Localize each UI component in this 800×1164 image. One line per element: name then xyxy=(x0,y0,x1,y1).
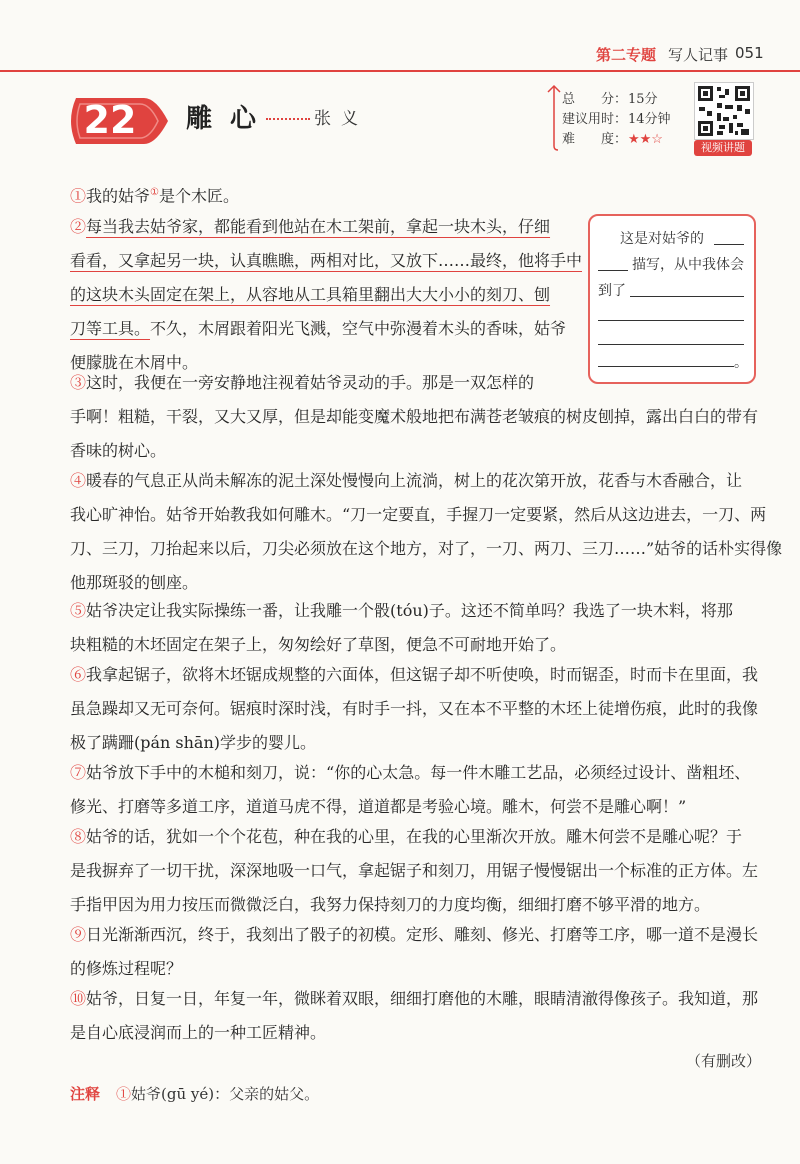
note-line-1: 这是对姑爷的 xyxy=(620,231,704,247)
paragraph-text: 的修炼过程呢？ xyxy=(70,959,183,978)
paragraph-text: 我拿起锯子，欲将木坯锯成规整的六面体，但这锯子却不听使唤，时而锯歪，时而卡在里面，我 xyxy=(86,665,759,684)
section-label: 第二专题 xyxy=(596,46,657,64)
paragraph-text: 虽急躁却又无可奈何。锯痕时深时浅，有时手一抖，又在本不平整的木坯上徒增伤痕，此时的我像 xyxy=(70,699,759,718)
paragraph-number: ⑨ xyxy=(70,925,87,944)
underlined-text: 刀等工具。 xyxy=(70,319,151,338)
topic-label: 写人记事 xyxy=(668,46,729,64)
annotation-answer-box xyxy=(588,214,756,384)
info-time-row xyxy=(562,108,671,127)
paragraph-7 xyxy=(70,760,750,820)
underlined-text: 看看，又拿起另一块，认真瞧瞧，两相对比，又放下……最终，他将手中 xyxy=(70,251,583,270)
answer-blank[interactable] xyxy=(714,244,744,245)
answer-line[interactable] xyxy=(598,320,744,321)
paragraph-number: ⑦ xyxy=(70,763,87,782)
paragraph-2 xyxy=(70,214,582,376)
info-difficulty-row xyxy=(562,128,663,147)
paragraph-text: 是个木匠。 xyxy=(159,186,240,206)
article-number-badge xyxy=(66,92,170,150)
underlined-text: 每当我去姑爷家，都能看到他站在木工架前，拿起一块木头，仔细 xyxy=(86,217,551,236)
paragraph-text: 日光渐渐西沉，终于，我刻出了骰子的初模。定形、雕刻、修光、打磨等工序，哪一道不是漫长 xyxy=(86,925,759,944)
paragraph-text: 姑爷决定让我实际操练一番，让我雕一个骰(tóu)子。这还不简单吗？我选了一块木料，将那 xyxy=(86,601,733,620)
paragraph-number: ③ xyxy=(70,373,87,392)
time-label: 建议用时： xyxy=(562,112,628,127)
paragraph-text: 修光、打磨等多道工序，道道马虎不得，道道都是考验心境。雕木，何尝不是雕心啊！” xyxy=(70,797,687,816)
footnote-label: 注释 xyxy=(70,1085,101,1103)
exercise-info-box xyxy=(540,82,690,152)
time-value: 14分钟 xyxy=(628,112,671,127)
footnote xyxy=(70,1083,319,1104)
paragraph-number: ① xyxy=(70,186,87,206)
video-explain-label[interactable]: 视频讲题 xyxy=(694,140,752,156)
paragraph-text: 块粗糙的木坯固定在架子上，匆匆绘好了草图，便急不可耐地开始了。 xyxy=(70,635,567,654)
note-line-3: 到了 xyxy=(598,283,626,299)
note-end: 。 xyxy=(734,355,748,371)
paragraph-text: 我心旷神怡。姑爷开始教我如何雕木。“刀一定要直，手握刀一定要紧，然后从这边进去，一刀、两 xyxy=(70,505,767,524)
paragraph-number: ⑩ xyxy=(70,989,87,1008)
paragraph-text: 便朦胧在木屑中。 xyxy=(70,353,199,372)
paragraph-text: 姑爷放下手中的木槌和刻刀，说：“你的心太急。每一件木雕工艺品，必须经过设计、凿粗坯、 xyxy=(86,763,751,782)
answer-line[interactable] xyxy=(630,296,744,297)
paragraph-text: 我的姑爷 xyxy=(86,186,151,206)
paragraph-text: 香味的树心。 xyxy=(70,441,167,460)
answer-line[interactable] xyxy=(598,366,734,367)
note-line-2: 描写，从中我体会 xyxy=(632,257,744,273)
paragraph-text: 姑爷的话，犹如一个个花苞，种在我的心里，在我的心里渐次开放。雕木何尝不是雕心呢？于 xyxy=(86,827,743,846)
paragraph-text: 不久，木屑跟着阳光飞溅，空气中弥漫着木头的香味，姑爷 xyxy=(150,319,567,338)
header-divider xyxy=(0,70,800,72)
paragraph-text: 是自心底浸润而上的一种工匠精神。 xyxy=(70,1023,327,1042)
article-author: 张义 xyxy=(314,109,368,129)
paragraph-number: ⑥ xyxy=(70,665,87,684)
paragraph-5 xyxy=(70,598,733,658)
paragraph-text: 这时，我便在一旁安静地注视着姑爷灵动的手。那是一双怎样的 xyxy=(86,373,535,392)
paragraph-4 xyxy=(70,468,782,596)
paragraph-9 xyxy=(70,922,758,982)
paragraph-3 xyxy=(70,370,758,464)
difficulty-stars: ★★☆ xyxy=(628,132,663,147)
paragraph-number: ④ xyxy=(70,471,87,490)
underlined-text: 的这块木头固定在架上，从容地从工具箱里翻出大大小小的刻刀、刨 xyxy=(70,285,551,304)
paragraph-text: 暖春的气息正从尚未解冻的泥土深处慢慢向上流淌，树上的花次第开放，花香与木香融合，让 xyxy=(86,471,743,490)
title-dots-divider xyxy=(266,118,310,120)
paragraph-text: 刀、三刀，刀抬起来以后，刀尖必须放在这个地方，对了，一刀、两刀、三刀……”姑爷的话朴实得像 xyxy=(70,539,783,558)
article-number: 22 xyxy=(83,98,137,142)
score-value: 15分 xyxy=(628,92,658,107)
article-title: 雕心 xyxy=(186,104,275,134)
paragraph-text: 极了蹒跚(pán shān)学步的婴儿。 xyxy=(70,733,317,752)
answer-blank[interactable] xyxy=(598,270,628,271)
score-label: 总 分： xyxy=(562,92,628,107)
paragraph-number: ⑤ xyxy=(70,601,87,620)
source-note: （有删改） xyxy=(686,1052,762,1070)
difficulty-label: 难 度： xyxy=(562,132,628,147)
paragraph-text: 是我摒弃了一切干扰，深深地吸一口气，拿起锯子和刻刀，用锯子慢慢锯出一个标准的正方体。左 xyxy=(70,861,759,880)
paragraph-number: ⑧ xyxy=(70,827,87,846)
paragraph-text: 他那斑驳的刨座。 xyxy=(70,573,199,592)
footnote-marker: ① xyxy=(150,187,159,198)
qr-code-icon[interactable] xyxy=(694,82,754,140)
paragraph-10 xyxy=(70,986,758,1046)
paragraph-number: ② xyxy=(70,217,87,236)
paragraph-6 xyxy=(70,662,758,756)
footnote-text: 姑爷(gū yé)：父亲的姑父。 xyxy=(131,1085,320,1103)
paragraph-text: 手啊！粗糙，干裂，又大又厚，但是却能变魔术般地把布满苍老皱痕的树皮刨掉，露出白白的带有 xyxy=(70,407,759,426)
info-score-row xyxy=(562,88,658,107)
page-header xyxy=(0,0,800,82)
paragraph-text: 手指甲因为用力按压而微微泛白，我努力保持刻刀的力度均衡，细细打磨不够平滑的地方。 xyxy=(70,895,711,914)
paragraph-text: 姑爷，日复一日，年复一年，微眯着双眼，细细打磨他的木雕，眼睛清澈得像孩子。我知道，那 xyxy=(86,989,759,1008)
paragraph-8 xyxy=(70,824,758,918)
page-number: 051 xyxy=(735,44,764,62)
footnote-mark: ① xyxy=(116,1085,132,1103)
paragraph-1 xyxy=(70,180,239,209)
answer-line[interactable] xyxy=(598,344,744,345)
